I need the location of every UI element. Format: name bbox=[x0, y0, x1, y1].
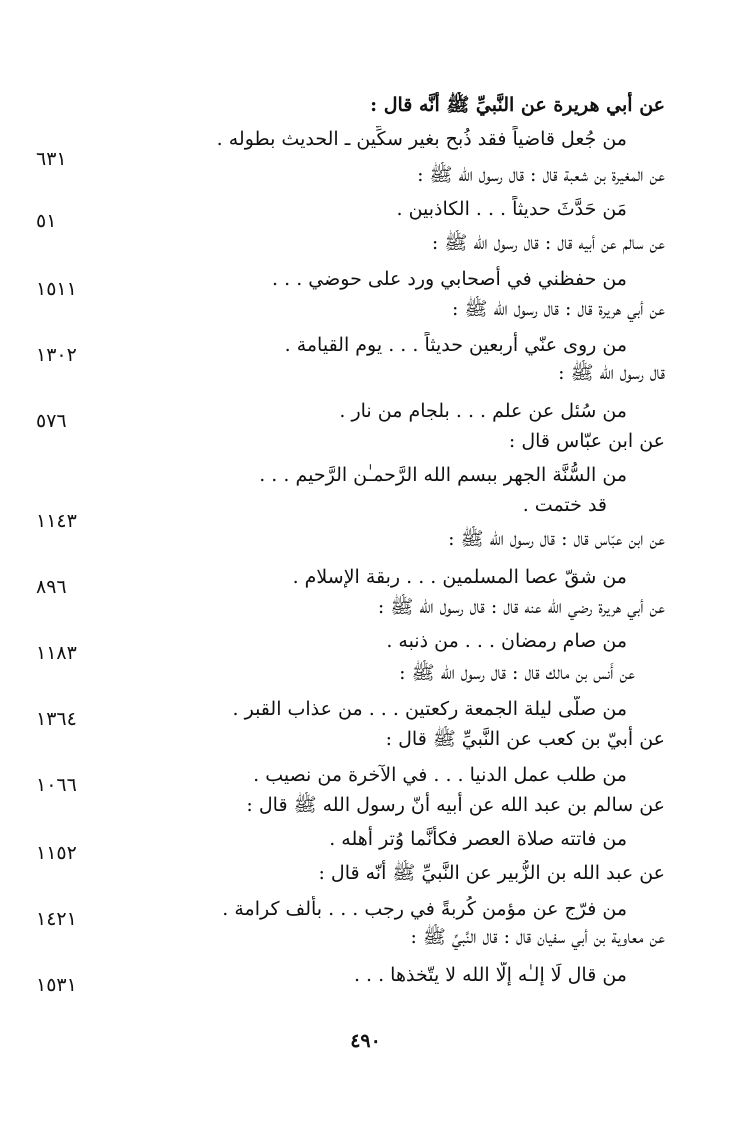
hadith-text: من شقّ عصا المسلمين . . . ربقة الإسلام . bbox=[292, 566, 627, 588]
reference-number: ١١٤٣ bbox=[36, 510, 77, 532]
reference-number: ٥٧٦ bbox=[36, 410, 67, 432]
hadith-text: من طلب عمل الدنيا . . . في الآخرة من نصيب . bbox=[253, 764, 627, 786]
reference-number: ١٣٠٢ bbox=[36, 344, 77, 366]
page-number: ٤٩٠ bbox=[350, 1030, 381, 1052]
narrator-line: عن المغيرة بن شعبة قال : قال رسول الله ﷺ : bbox=[417, 164, 665, 186]
narrator-line: عن أبي هريرة قال : قال رسول الله ﷺ : bbox=[452, 298, 665, 320]
hadith-text: من صام رمضان . . . من ذنبه . bbox=[386, 630, 627, 652]
hadith-text: من سُئل عن علم . . . بلجام من نار . bbox=[339, 400, 627, 422]
narrator-line: قال رسول الله ﷺ : bbox=[558, 362, 665, 384]
hadith-text: من فرّج عن مؤمن كُربةً في رجب . . . بألف كرامة . bbox=[222, 898, 627, 920]
narrator-line: عن أُبيّ بن كعب عن النَّبيِّ ﷺ قال : bbox=[385, 728, 665, 750]
reference-number: ١٥١١ bbox=[36, 278, 77, 300]
reference-number: ١٤٢١ bbox=[36, 908, 77, 930]
hadith-text: من روى عنّي أربعين حديثاً . . . يوم القيامة . bbox=[284, 334, 627, 356]
hadith-text: من السُّنَّة الجهر ببسم الله الرَّحمـٰن الرَّحيم . . . bbox=[259, 464, 627, 486]
narrator-line: عن أبي هريرة عن النَّبيِّ ﷺ أنَّه قال : bbox=[370, 94, 665, 116]
reference-number: ١٣٦٤ bbox=[36, 708, 77, 730]
hadith-text: من جُعل قاضياً فقد ذُبح بغير سكِّين ـ الحديث بطوله . bbox=[216, 128, 627, 150]
narrator-line: عن سالم بن عبد الله عن أبيه أنّ رسول الله ﷺ قال : bbox=[246, 794, 665, 816]
narrator-line: عن معاوية بن أبي سفيان قال : قال النَّبيِّ ﷺ : bbox=[410, 926, 665, 948]
hadith-text-continued: قد ختمت . bbox=[522, 494, 607, 516]
reference-number: ١٥٣١ bbox=[36, 974, 77, 996]
reference-number: ٨٩٦ bbox=[36, 576, 67, 598]
reference-number: ١١٥٢ bbox=[36, 842, 77, 864]
hadith-text: من حفظني في أصحابي ورد على حوضي . . . bbox=[272, 268, 627, 290]
narrator-line: عن سالم عن أبيه قال : قال رسول الله ﷺ : bbox=[431, 232, 665, 254]
reference-number: ٦٣١ bbox=[36, 148, 67, 170]
narrator-line: عن عبد الله بن الزُّبير عن النَّبيِّ ﷺ أنّه قال : bbox=[318, 862, 665, 884]
hadith-text: من صلّى ليلة الجمعة ركعتين . . . من عذاب القبر . bbox=[232, 698, 627, 720]
narrator-line: عن أَنس بن مالك قال : قال رسول الله ﷺ : bbox=[399, 662, 635, 684]
narrator-line: عن ابن عبّاس قال : bbox=[508, 430, 665, 452]
hadith-text: مَن حَدَّثَ حديثاً . . . الكاذبين . bbox=[396, 198, 627, 220]
narrator-line: عن أبي هريرة رضي الله عنه قال : قال رسول الله ﷺ : bbox=[377, 596, 665, 618]
hadith-text: من قال لَا إلـٰه إلّا الله لا يتّخذها . . . bbox=[353, 964, 627, 986]
reference-number: ٥١ bbox=[36, 210, 57, 232]
reference-number: ١٠٦٦ bbox=[36, 774, 77, 796]
reference-number: ١١٨٣ bbox=[36, 642, 77, 664]
narrator-line: عن ابن عبّاس قال : قال رسول الله ﷺ : bbox=[448, 528, 665, 550]
hadith-text: من فاتته صلاة العصر فكأنَّما وُتر أهله . bbox=[329, 828, 627, 850]
